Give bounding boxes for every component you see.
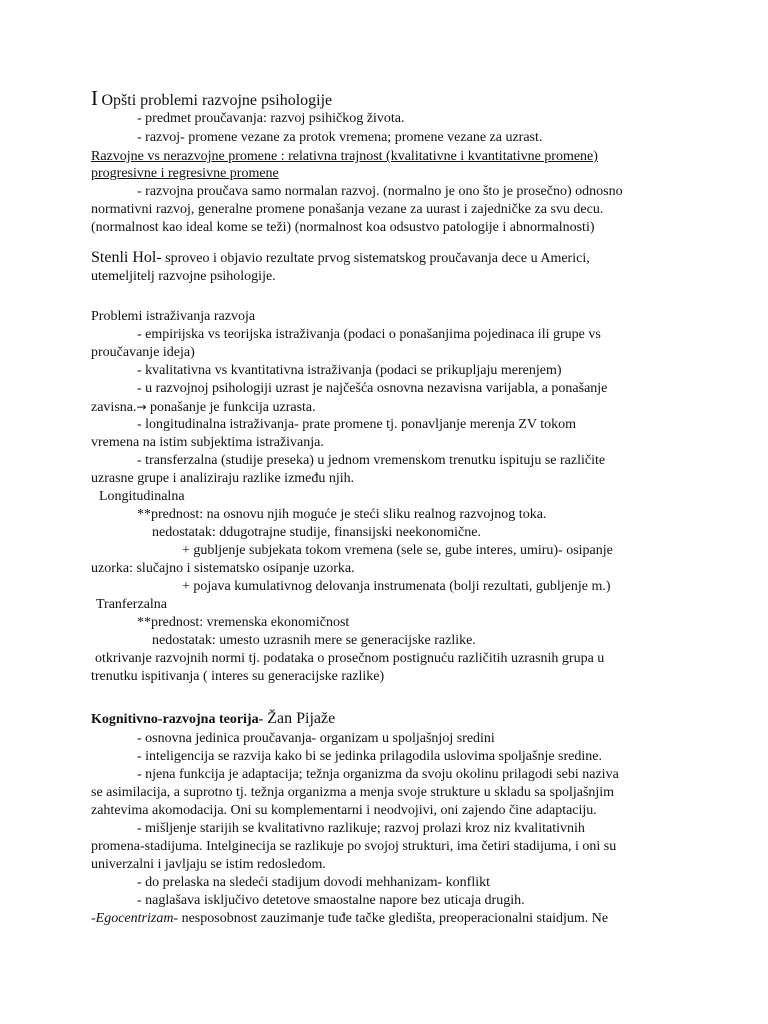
section-title-text: Opšti problemi razvojne psihologije	[101, 92, 333, 109]
bullet-line: - osnovna jedinica proučavanja- organizam u spoljašnjoj sredini	[137, 731, 495, 746]
text-line: (normalnost kao ideal kome se teži) (normalnost koa odsustvo patologije i abnormalnosti)	[91, 220, 595, 235]
label-longitudinalna: Longitudinalna	[99, 489, 185, 504]
text-line: nedostatak: umesto uzrasnih mere se generacijske razlike.	[152, 633, 476, 648]
bullet-line: - empirijska vs teorijska istraživanja (podaci o ponašanjima pojedinaca ili grupe vs	[137, 327, 601, 342]
text-line: - razvojna proučava samo normalan razvoj. (normalno je ono što je prosečno) odnosno	[137, 184, 623, 199]
text-line: **prednost: na osnovu njih moguće je steći sliku realnog razvojnog toka.	[137, 507, 547, 522]
bullet-line: - razvoj- promene vezane za protok vremena; promene vezane za uzrast.	[137, 130, 543, 145]
bullet-line: - predmet proučavanja: razvoj psihičkog života.	[137, 111, 405, 126]
text-line	[91, 398, 316, 417]
bullet-line: - mišljenje starijih se kvalitativno razlikuje; razvoj prolazi kroz niz kvalitativnih	[137, 821, 585, 836]
theory-title: Kognitivno-razvojna teorija-	[91, 712, 264, 727]
text-span: zavisna.	[91, 400, 137, 415]
person-name: Stenli Hol-	[91, 249, 162, 266]
text-line: univerzalni i javljaju se istim redosledom.	[91, 857, 326, 872]
text-line: promena-stadijuma. Intelginecija se razlikuje po svojoj strukturi, ima četiri stadijuma, i oni su	[91, 839, 617, 854]
bullet-line: - kvalitativna vs kvantitativna istraživanja (podaci se prikupljaju merenjem)	[137, 363, 562, 378]
hol-paragraph	[91, 249, 590, 268]
bullet-line: - transferzalna (studije preseka) u jednom vremenskom trenutku ispituju se različite	[137, 453, 606, 468]
text-line: proučavanje ideja)	[91, 345, 195, 360]
label-tranferzalna: Tranferzalna	[96, 597, 168, 612]
text-line: normativni razvoj, generalne promene ponašanja vezane za uurast i zajedničke za svu decu.	[91, 202, 604, 217]
text-line: utemeljitelj razvojne psihologije.	[91, 269, 276, 284]
bullet-line: - inteligencija se razvija kako bi se jedinka prilagodila uslovima spoljašnje sredine.	[137, 749, 602, 764]
section-numeral: I	[91, 86, 98, 110]
text-line: nedostatak: ddugotrajne studije, finansijski neekonomične.	[152, 525, 481, 540]
text-line: se asimilacija, a suprotno tj. težnja organizma a menja svoje strukture u skladu sa spoljašnjim	[91, 785, 615, 800]
text-line: trenutku ispitivanja ( interes su generacijske razlike)	[91, 669, 385, 684]
text-span: nesposobnost zauzimanje tuđe tačke gledišta, preoperacionalni staidjum. Ne	[178, 911, 609, 926]
bullet-line: - u razvojnoj psihologiji uzrast je najčešća osnovna nezavisna varijabla, a ponašanje	[137, 381, 608, 396]
text-line: **prednost: vremenska ekonomičnost	[137, 615, 350, 630]
term-italic: -Egocentrizam-	[91, 911, 179, 926]
text-line: uzrasne grupe i analiziraju razlike između njih.	[91, 471, 355, 486]
theory-heading	[91, 710, 335, 729]
text-line: zahtevima akomodacija. Oni su komplementarni i neodvojivi, oni zajendo čine adaptaciju.	[91, 803, 597, 818]
text-line: + gubljenje subjekata tokom vremena (sele se, gube interes, umiru)- osipanje	[182, 543, 613, 558]
text-span: ponašanje je funkcija uzrasta.	[146, 400, 316, 415]
section-title	[91, 86, 333, 111]
text-line	[91, 910, 608, 928]
text-line: uzorka: slučajno i sistematsko osipanje uzorka.	[91, 561, 355, 576]
bullet-line: - njena funkcija je adaptacija; težnja organizma da svoju okolinu prilagodi sebi naziva	[137, 767, 619, 782]
bullet-line: - naglašava isključivo detetove smaostalne napore bez uticaja drugih.	[137, 893, 525, 908]
person-name: Žan Pijaže	[263, 710, 336, 727]
subsection-heading: Problemi istraživanja razvoja	[91, 309, 256, 324]
bullet-line: - longitudinalna istraživanja- prate promene tj. ponavljanje merenja ZV tokom	[137, 417, 577, 432]
bullet-line: - do prelaska na sledeći stadijum dovodi mehhanizam- konflikt	[137, 875, 491, 890]
arrow-right-icon: →	[136, 400, 147, 414]
text-line: vremena na istim subjektima istraživanja.	[91, 435, 324, 450]
text-line: otkrivanje razvojnih normi tj. podataka o prosečnom postignuću različitih uzrasnih grupa u	[95, 651, 605, 666]
text-span: sproveo i objavio rezultate prvog sistematskog proučavanja dece u Americi,	[161, 251, 590, 266]
underlined-heading: progresivne i regresivne promene	[91, 166, 279, 181]
text-line: + pojava kumulativnog delovanja instrumenata (bolji rezultati, gubljenje m.)	[182, 579, 611, 594]
underlined-heading: Razvojne vs nerazvojne promene : relativna trajnost (kvalitativne i kvantitativne promene)	[91, 149, 598, 164]
